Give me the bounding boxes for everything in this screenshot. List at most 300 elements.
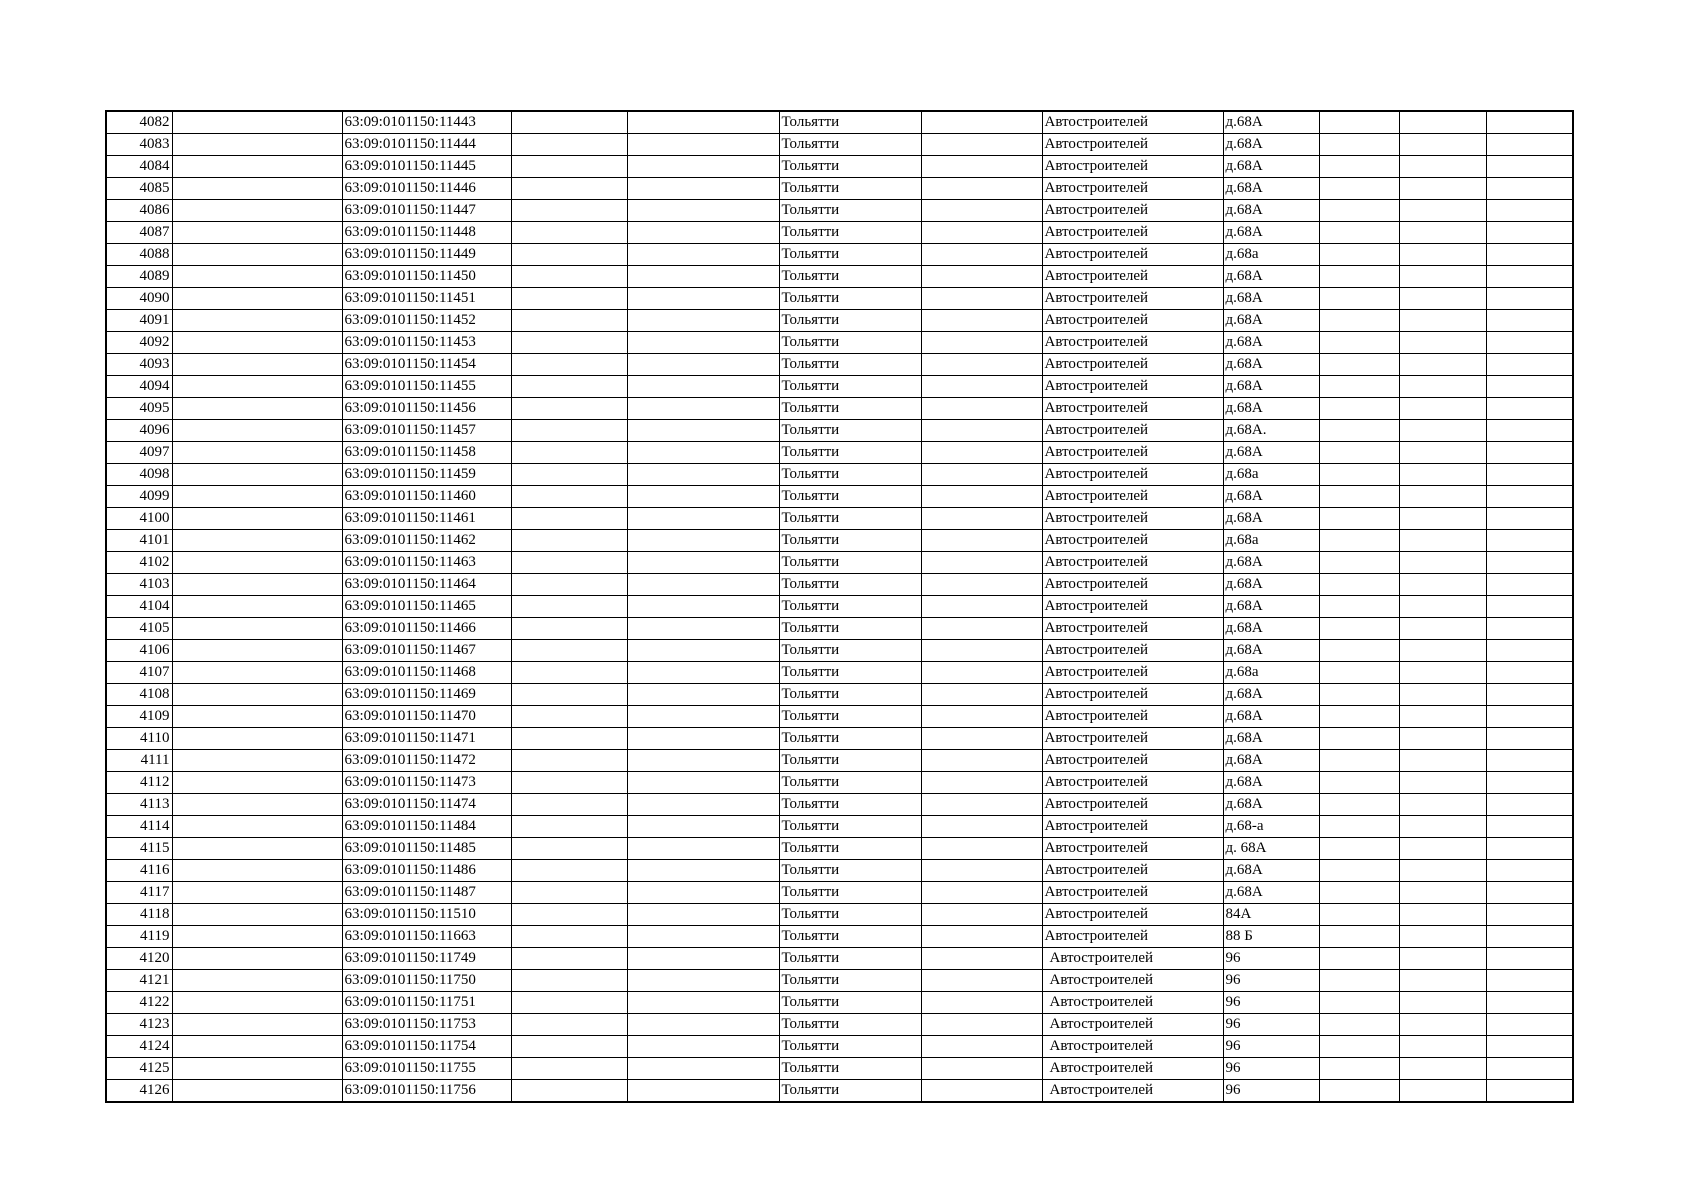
empty-cell <box>1319 332 1399 354</box>
empty-cell <box>1319 354 1399 376</box>
table-row <box>106 156 1573 178</box>
empty-cell <box>511 728 627 750</box>
empty-cell <box>1319 398 1399 420</box>
empty-cell <box>627 464 779 486</box>
empty-cell <box>1319 794 1399 816</box>
empty-cell <box>921 486 1042 508</box>
empty-cell <box>172 332 342 354</box>
empty-cell <box>511 970 627 992</box>
empty-cell <box>1399 398 1486 420</box>
empty-cell <box>1399 1014 1486 1036</box>
city-cell: Тольятти <box>779 728 921 750</box>
empty-cell <box>1319 486 1399 508</box>
empty-cell <box>172 970 342 992</box>
empty-cell <box>1319 310 1399 332</box>
empty-cell <box>627 244 779 266</box>
empty-cell <box>1486 508 1573 530</box>
empty-cell <box>511 200 627 222</box>
empty-cell <box>1319 706 1399 728</box>
empty-cell <box>172 794 342 816</box>
empty-cell <box>1399 376 1486 398</box>
empty-cell <box>511 904 627 926</box>
empty-cell <box>172 750 342 772</box>
street-cell: Автостроителей <box>1042 222 1223 244</box>
empty-cell <box>921 222 1042 244</box>
city-cell: Тольятти <box>779 332 921 354</box>
row-number-cell: 4090 <box>106 288 172 310</box>
empty-cell <box>921 530 1042 552</box>
street-cell: Автостроителей <box>1042 750 1223 772</box>
empty-cell <box>921 1014 1042 1036</box>
empty-cell <box>1319 596 1399 618</box>
row-number-cell: 4116 <box>106 860 172 882</box>
empty-cell <box>627 970 779 992</box>
empty-cell <box>627 288 779 310</box>
row-number-cell: 4110 <box>106 728 172 750</box>
house-cell: д.68А <box>1223 640 1319 662</box>
house-cell: д.68А <box>1223 618 1319 640</box>
empty-cell <box>1319 1014 1399 1036</box>
cadastral-number-cell: 63:09:0101150:11456 <box>342 398 511 420</box>
city-cell: Тольятти <box>779 662 921 684</box>
house-cell: 96 <box>1223 970 1319 992</box>
cadastral-number-cell: 63:09:0101150:11451 <box>342 288 511 310</box>
empty-cell <box>1319 816 1399 838</box>
row-number-cell: 4100 <box>106 508 172 530</box>
city-cell: Тольятти <box>779 970 921 992</box>
house-cell: д.68а <box>1223 662 1319 684</box>
cadastral-number-cell: 63:09:0101150:11749 <box>342 948 511 970</box>
city-cell: Тольятти <box>779 618 921 640</box>
city-cell: Тольятти <box>779 310 921 332</box>
house-cell: 96 <box>1223 992 1319 1014</box>
empty-cell <box>1319 574 1399 596</box>
row-number-cell: 4099 <box>106 486 172 508</box>
house-cell: д.68А <box>1223 750 1319 772</box>
empty-cell <box>1399 111 1486 134</box>
cadastral-number-cell: 63:09:0101150:11462 <box>342 530 511 552</box>
empty-cell <box>1399 618 1486 640</box>
empty-cell <box>627 948 779 970</box>
cadastral-number-cell: 63:09:0101150:11750 <box>342 970 511 992</box>
row-number-cell: 4124 <box>106 1036 172 1058</box>
house-cell: д.68А <box>1223 134 1319 156</box>
empty-cell <box>511 1058 627 1080</box>
empty-cell <box>1399 904 1486 926</box>
table-row <box>106 420 1573 442</box>
empty-cell <box>511 1036 627 1058</box>
empty-cell <box>921 442 1042 464</box>
empty-cell <box>1399 882 1486 904</box>
empty-cell <box>1486 706 1573 728</box>
empty-cell <box>1319 244 1399 266</box>
house-cell: д.68А <box>1223 728 1319 750</box>
table-row <box>106 948 1573 970</box>
table-row <box>106 530 1573 552</box>
row-number-cell: 4122 <box>106 992 172 1014</box>
empty-cell <box>1486 662 1573 684</box>
cadastral-number-cell: 63:09:0101150:11751 <box>342 992 511 1014</box>
empty-cell <box>1319 288 1399 310</box>
empty-cell <box>1399 948 1486 970</box>
house-cell: д.68А <box>1223 794 1319 816</box>
empty-cell <box>511 882 627 904</box>
empty-cell <box>1399 508 1486 530</box>
empty-cell <box>511 860 627 882</box>
table-row <box>106 772 1573 794</box>
table-row <box>106 706 1573 728</box>
empty-cell <box>511 618 627 640</box>
empty-cell <box>921 860 1042 882</box>
cadastral-number-cell: 63:09:0101150:11753 <box>342 1014 511 1036</box>
empty-cell <box>1399 442 1486 464</box>
house-cell: д.68А <box>1223 288 1319 310</box>
street-cell: Автостроителей <box>1042 816 1223 838</box>
cadastral-number-cell: 63:09:0101150:11455 <box>342 376 511 398</box>
street-cell: Автостроителей <box>1042 464 1223 486</box>
empty-cell <box>1399 596 1486 618</box>
empty-cell <box>1319 728 1399 750</box>
cadastral-number-cell: 63:09:0101150:11461 <box>342 508 511 530</box>
street-cell: Автостроителей <box>1042 288 1223 310</box>
empty-cell <box>627 266 779 288</box>
row-number-cell: 4109 <box>106 706 172 728</box>
street-cell: Автостроителей <box>1042 200 1223 222</box>
empty-cell <box>921 750 1042 772</box>
empty-cell <box>921 156 1042 178</box>
empty-cell <box>172 354 342 376</box>
empty-cell <box>921 706 1042 728</box>
city-cell: Тольятти <box>779 860 921 882</box>
empty-cell <box>511 706 627 728</box>
row-number-cell: 4094 <box>106 376 172 398</box>
empty-cell <box>921 332 1042 354</box>
house-cell: д.68А <box>1223 552 1319 574</box>
city-cell: Тольятти <box>779 200 921 222</box>
row-number-cell: 4102 <box>106 552 172 574</box>
row-number-cell: 4126 <box>106 1080 172 1103</box>
empty-cell <box>1399 530 1486 552</box>
house-cell: 96 <box>1223 1080 1319 1103</box>
empty-cell <box>1319 684 1399 706</box>
house-cell: д.68А <box>1223 486 1319 508</box>
empty-cell <box>921 904 1042 926</box>
cadastral-number-cell: 63:09:0101150:11484 <box>342 816 511 838</box>
table-row <box>106 618 1573 640</box>
row-number-cell: 4107 <box>106 662 172 684</box>
empty-cell <box>1319 420 1399 442</box>
empty-cell <box>1399 816 1486 838</box>
street-cell: Автостроителей <box>1042 706 1223 728</box>
house-cell: д.68А <box>1223 354 1319 376</box>
house-cell: д.68А <box>1223 860 1319 882</box>
empty-cell <box>1486 288 1573 310</box>
empty-cell <box>1319 200 1399 222</box>
street-cell: Автостроителей <box>1042 530 1223 552</box>
cadastral-number-cell: 63:09:0101150:11443 <box>342 111 511 134</box>
row-number-cell: 4097 <box>106 442 172 464</box>
street-cell: Автостроителей <box>1042 442 1223 464</box>
empty-cell <box>627 574 779 596</box>
row-number-cell: 4125 <box>106 1058 172 1080</box>
empty-cell <box>172 266 342 288</box>
empty-cell <box>1486 530 1573 552</box>
empty-cell <box>627 750 779 772</box>
empty-cell <box>511 574 627 596</box>
empty-cell <box>921 464 1042 486</box>
empty-cell <box>921 838 1042 860</box>
empty-cell <box>1399 684 1486 706</box>
empty-cell <box>172 706 342 728</box>
house-cell: д.68А <box>1223 882 1319 904</box>
empty-cell <box>1319 156 1399 178</box>
table-row <box>106 574 1573 596</box>
city-cell: Тольятти <box>779 640 921 662</box>
cadastral-number-cell: 63:09:0101150:11460 <box>342 486 511 508</box>
empty-cell <box>921 948 1042 970</box>
row-number-cell: 4093 <box>106 354 172 376</box>
house-cell: 84А <box>1223 904 1319 926</box>
empty-cell <box>172 684 342 706</box>
table-row <box>106 838 1573 860</box>
empty-cell <box>1399 860 1486 882</box>
row-number-cell: 4111 <box>106 750 172 772</box>
cadastral-number-cell: 63:09:0101150:11472 <box>342 750 511 772</box>
empty-cell <box>1399 728 1486 750</box>
empty-cell <box>172 552 342 574</box>
city-cell: Тольятти <box>779 816 921 838</box>
row-number-cell: 4087 <box>106 222 172 244</box>
empty-cell <box>1486 398 1573 420</box>
house-cell: д.68А <box>1223 596 1319 618</box>
street-cell: Автостроителей <box>1042 860 1223 882</box>
empty-cell <box>511 530 627 552</box>
empty-cell <box>921 794 1042 816</box>
table-row <box>106 200 1573 222</box>
empty-cell <box>1319 948 1399 970</box>
row-number-cell: 4085 <box>106 178 172 200</box>
empty-cell <box>1486 310 1573 332</box>
empty-cell <box>1319 1058 1399 1080</box>
empty-cell <box>921 376 1042 398</box>
empty-cell <box>511 750 627 772</box>
empty-cell <box>921 111 1042 134</box>
empty-cell <box>1486 772 1573 794</box>
empty-cell <box>627 596 779 618</box>
street-cell: Автостроителей <box>1042 1014 1223 1036</box>
house-cell: д.68А <box>1223 200 1319 222</box>
city-cell: Тольятти <box>779 530 921 552</box>
house-cell: д.68А. <box>1223 420 1319 442</box>
row-number-cell: 4082 <box>106 111 172 134</box>
empty-cell <box>172 772 342 794</box>
cadastral-number-cell: 63:09:0101150:11510 <box>342 904 511 926</box>
street-cell: Автостроителей <box>1042 838 1223 860</box>
empty-cell <box>1399 574 1486 596</box>
empty-cell <box>1486 860 1573 882</box>
house-cell: д.68А <box>1223 574 1319 596</box>
street-cell: Автостроителей <box>1042 772 1223 794</box>
house-cell: д.68А <box>1223 266 1319 288</box>
empty-cell <box>172 838 342 860</box>
empty-cell <box>627 706 779 728</box>
empty-cell <box>172 420 342 442</box>
street-cell: Автостроителей <box>1042 398 1223 420</box>
table-row <box>106 376 1573 398</box>
empty-cell <box>1486 464 1573 486</box>
empty-cell <box>172 134 342 156</box>
house-cell: 96 <box>1223 1036 1319 1058</box>
empty-cell <box>1486 992 1573 1014</box>
empty-cell <box>921 574 1042 596</box>
row-number-cell: 4115 <box>106 838 172 860</box>
cadastral-number-cell: 63:09:0101150:11445 <box>342 156 511 178</box>
empty-cell <box>1399 552 1486 574</box>
empty-cell <box>1486 134 1573 156</box>
city-cell: Тольятти <box>779 508 921 530</box>
empty-cell <box>1399 1036 1486 1058</box>
cadastral-number-cell: 63:09:0101150:11448 <box>342 222 511 244</box>
empty-cell <box>921 970 1042 992</box>
empty-cell <box>511 266 627 288</box>
row-number-cell: 4104 <box>106 596 172 618</box>
table-row <box>106 288 1573 310</box>
city-cell: Тольятти <box>779 948 921 970</box>
empty-cell <box>627 442 779 464</box>
empty-cell <box>1319 178 1399 200</box>
empty-cell <box>1319 882 1399 904</box>
empty-cell <box>921 992 1042 1014</box>
empty-cell <box>627 486 779 508</box>
city-cell: Тольятти <box>779 288 921 310</box>
empty-cell <box>1319 222 1399 244</box>
empty-cell <box>1399 266 1486 288</box>
empty-cell <box>1399 464 1486 486</box>
empty-cell <box>1399 706 1486 728</box>
empty-cell <box>627 222 779 244</box>
empty-cell <box>1319 904 1399 926</box>
empty-cell <box>172 926 342 948</box>
table-row <box>106 134 1573 156</box>
cadastral-number-cell: 63:09:0101150:11487 <box>342 882 511 904</box>
empty-cell <box>172 596 342 618</box>
empty-cell <box>921 728 1042 750</box>
cadastral-number-cell: 63:09:0101150:11464 <box>342 574 511 596</box>
row-number-cell: 4084 <box>106 156 172 178</box>
empty-cell <box>1486 1014 1573 1036</box>
empty-cell <box>1319 970 1399 992</box>
empty-cell <box>1319 640 1399 662</box>
row-number-cell: 4105 <box>106 618 172 640</box>
empty-cell <box>921 816 1042 838</box>
empty-cell <box>1486 750 1573 772</box>
empty-cell <box>172 1080 342 1103</box>
street-cell: Автостроителей <box>1042 552 1223 574</box>
city-cell: Тольятти <box>779 442 921 464</box>
empty-cell <box>1486 882 1573 904</box>
table-row <box>106 640 1573 662</box>
row-number-cell: 4089 <box>106 266 172 288</box>
empty-cell <box>1486 244 1573 266</box>
empty-cell <box>627 860 779 882</box>
cadastral-number-cell: 63:09:0101150:11471 <box>342 728 511 750</box>
empty-cell <box>1319 750 1399 772</box>
empty-cell <box>1319 464 1399 486</box>
house-cell: 96 <box>1223 948 1319 970</box>
house-cell: д.68А <box>1223 398 1319 420</box>
empty-cell <box>1399 486 1486 508</box>
street-cell: Автостроителей <box>1042 970 1223 992</box>
empty-cell <box>1319 552 1399 574</box>
empty-cell <box>511 178 627 200</box>
empty-cell <box>1486 904 1573 926</box>
empty-cell <box>1319 508 1399 530</box>
cadastral-number-cell: 63:09:0101150:11452 <box>342 310 511 332</box>
empty-cell <box>627 552 779 574</box>
house-cell: д.68А <box>1223 310 1319 332</box>
cadastral-number-cell: 63:09:0101150:11459 <box>342 464 511 486</box>
empty-cell <box>1486 111 1573 134</box>
empty-cell <box>1399 1080 1486 1103</box>
cadastral-number-cell: 63:09:0101150:11485 <box>342 838 511 860</box>
street-cell: Автостроителей <box>1042 596 1223 618</box>
street-cell: Автостроителей <box>1042 156 1223 178</box>
empty-cell <box>1319 111 1399 134</box>
city-cell: Тольятти <box>779 1014 921 1036</box>
cadastral-number-cell: 63:09:0101150:11449 <box>342 244 511 266</box>
empty-cell <box>172 156 342 178</box>
empty-cell <box>627 398 779 420</box>
house-cell: д.68А <box>1223 706 1319 728</box>
empty-cell <box>172 1014 342 1036</box>
empty-cell <box>172 1036 342 1058</box>
empty-cell <box>921 662 1042 684</box>
empty-cell <box>172 992 342 1014</box>
street-cell: Автостроителей <box>1042 904 1223 926</box>
city-cell: Тольятти <box>779 926 921 948</box>
empty-cell <box>921 310 1042 332</box>
cadastral-number-cell: 63:09:0101150:11468 <box>342 662 511 684</box>
empty-cell <box>511 926 627 948</box>
row-number-cell: 4086 <box>106 200 172 222</box>
table-row <box>106 310 1573 332</box>
empty-cell <box>627 310 779 332</box>
empty-cell <box>1399 244 1486 266</box>
city-cell: Тольятти <box>779 266 921 288</box>
empty-cell <box>1399 178 1486 200</box>
street-cell: Автостроителей <box>1042 882 1223 904</box>
house-cell: д.68А <box>1223 156 1319 178</box>
empty-cell <box>1399 156 1486 178</box>
empty-cell <box>172 310 342 332</box>
empty-cell <box>921 618 1042 640</box>
cadastral-number-cell: 63:09:0101150:11470 <box>342 706 511 728</box>
table-row <box>106 244 1573 266</box>
street-cell: Автостроителей <box>1042 728 1223 750</box>
empty-cell <box>627 354 779 376</box>
empty-cell <box>511 420 627 442</box>
row-number-cell: 4123 <box>106 1014 172 1036</box>
street-cell: Автостроителей <box>1042 486 1223 508</box>
house-cell: д.68А <box>1223 332 1319 354</box>
empty-cell <box>921 244 1042 266</box>
empty-cell <box>627 420 779 442</box>
empty-cell <box>1486 376 1573 398</box>
table-row <box>106 552 1573 574</box>
empty-cell <box>921 1058 1042 1080</box>
table-row <box>106 1080 1573 1103</box>
house-cell: 96 <box>1223 1058 1319 1080</box>
